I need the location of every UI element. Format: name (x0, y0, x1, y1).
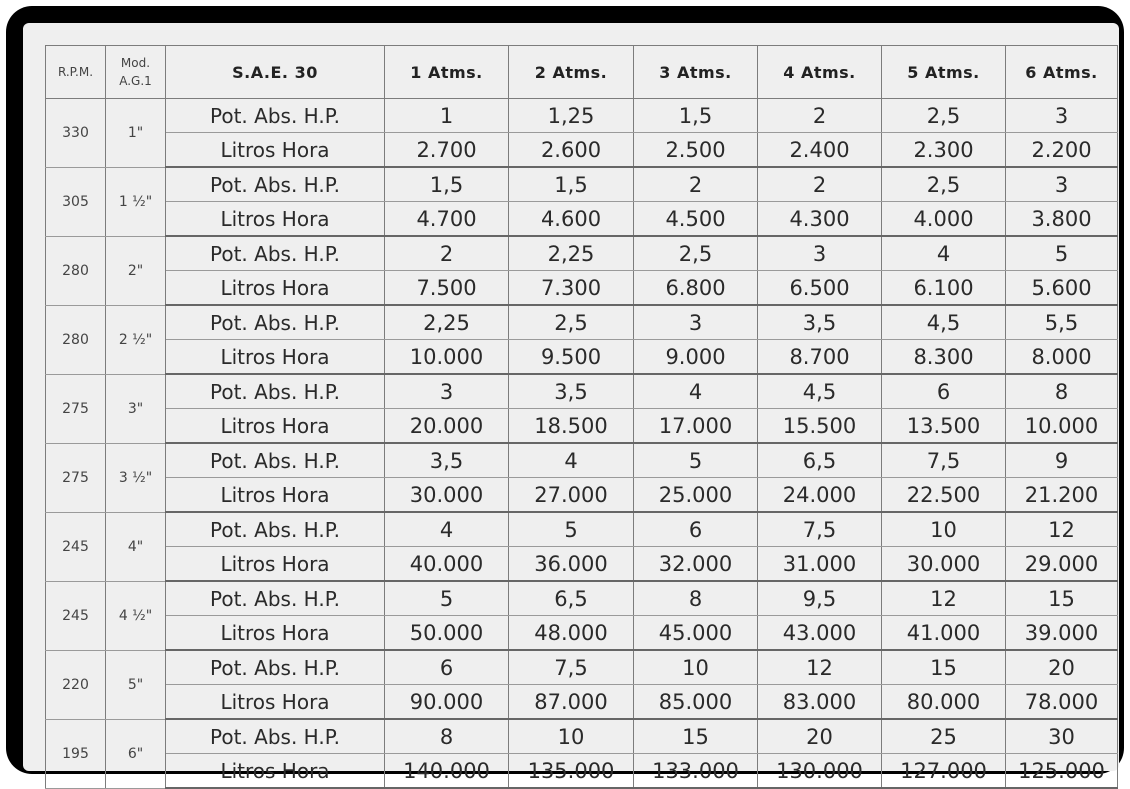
liters-value-cell: 13.500 (882, 409, 1006, 444)
table-row-liters (46, 202, 1118, 237)
liters-label-cell: Litros Hora (166, 547, 385, 582)
liters-value-cell: 32.000 (634, 547, 758, 582)
table-row-liters (46, 685, 1118, 720)
liters-value-cell: 140.000 (385, 754, 509, 789)
liters-value-cell: 125.000 (1006, 754, 1118, 789)
liters-value-cell: 36.000 (509, 547, 634, 582)
header-mod (106, 46, 166, 99)
table-row-hp (46, 167, 1118, 202)
liters-value-cell: 22.500 (882, 478, 1006, 513)
rpm-cell: 280 (46, 236, 106, 305)
hp-value-cell: 4,5 (882, 305, 1006, 340)
hp-value-cell: 15 (634, 719, 758, 754)
model-cell: 1" (106, 99, 166, 168)
hp-value-cell: 2,25 (385, 305, 509, 340)
liters-value-cell: 10.000 (1006, 409, 1118, 444)
liters-value-cell: 4.300 (758, 202, 882, 237)
liters-value-cell: 83.000 (758, 685, 882, 720)
liters-value-cell: 15.500 (758, 409, 882, 444)
model-cell: 4 ½" (106, 581, 166, 650)
hp-value-cell: 5 (509, 512, 634, 547)
liters-value-cell: 43.000 (758, 616, 882, 651)
model-cell: 3 ½" (106, 443, 166, 512)
hp-value-cell: 2,5 (882, 167, 1006, 202)
header-atm-6: 6 Atms. (1006, 46, 1118, 99)
table-row-hp (46, 236, 1118, 271)
model-cell: 1 ½" (106, 167, 166, 236)
liters-value-cell: 133.000 (634, 754, 758, 789)
hp-label-cell: Pot. Abs. H.P. (166, 236, 385, 271)
liters-value-cell: 41.000 (882, 616, 1006, 651)
hp-value-cell: 3,5 (509, 374, 634, 409)
rpm-cell: 330 (46, 99, 106, 168)
hp-value-cell: 3 (1006, 167, 1118, 202)
table-row-hp (46, 374, 1118, 409)
header-atm-5: 5 Atms. (882, 46, 1006, 99)
hp-value-cell: 15 (882, 650, 1006, 685)
hp-value-cell: 20 (758, 719, 882, 754)
hp-value-cell: 1,5 (385, 167, 509, 202)
liters-value-cell: 50.000 (385, 616, 509, 651)
model-cell: 5" (106, 650, 166, 719)
liters-value-cell: 4.500 (634, 202, 758, 237)
liters-value-cell: 4.600 (509, 202, 634, 237)
hp-value-cell: 10 (882, 512, 1006, 547)
hp-value-cell: 10 (509, 719, 634, 754)
liters-value-cell: 45.000 (634, 616, 758, 651)
black-frame (6, 6, 1124, 783)
table-row-liters (46, 409, 1118, 444)
hp-label-cell: Pot. Abs. H.P. (166, 305, 385, 340)
hp-value-cell: 8 (385, 719, 509, 754)
liters-value-cell: 2.600 (509, 133, 634, 168)
hp-value-cell: 6 (385, 650, 509, 685)
pump-performance-table (45, 45, 1118, 789)
hp-value-cell: 3,5 (385, 443, 509, 478)
liters-value-cell: 39.000 (1006, 616, 1118, 651)
liters-label-cell: Litros Hora (166, 340, 385, 375)
liters-label-cell: Litros Hora (166, 685, 385, 720)
liters-value-cell: 2.400 (758, 133, 882, 168)
model-cell: 2 ½" (106, 305, 166, 374)
liters-value-cell: 4.700 (385, 202, 509, 237)
liters-value-cell: 7.300 (509, 271, 634, 306)
hp-value-cell: 6 (634, 512, 758, 547)
hp-value-cell: 3 (758, 236, 882, 271)
liters-value-cell: 21.200 (1006, 478, 1118, 513)
liters-value-cell: 9.500 (509, 340, 634, 375)
hp-value-cell: 1,25 (509, 99, 634, 133)
liters-value-cell: 87.000 (509, 685, 634, 720)
model-cell: 6" (106, 719, 166, 788)
model-cell: 2" (106, 236, 166, 305)
hp-value-cell: 3 (385, 374, 509, 409)
hp-label-cell: Pot. Abs. H.P. (166, 512, 385, 547)
hp-value-cell: 5 (1006, 236, 1118, 271)
liters-value-cell: 3.800 (1006, 202, 1118, 237)
hp-value-cell: 6,5 (758, 443, 882, 478)
liters-value-cell: 18.500 (509, 409, 634, 444)
liters-value-cell: 48.000 (509, 616, 634, 651)
hp-value-cell: 4,5 (758, 374, 882, 409)
table-row-hp (46, 581, 1118, 616)
hp-value-cell: 9 (1006, 443, 1118, 478)
rpm-cell: 280 (46, 305, 106, 374)
hp-value-cell: 2,25 (509, 236, 634, 271)
header-rpm: R.P.M. (46, 46, 106, 99)
table-row-hp (46, 719, 1118, 754)
hp-value-cell: 2 (385, 236, 509, 271)
rpm-cell: 245 (46, 581, 106, 650)
hp-value-cell: 5 (385, 581, 509, 616)
hp-value-cell: 10 (634, 650, 758, 685)
hp-value-cell: 3 (634, 305, 758, 340)
liters-value-cell: 6.500 (758, 271, 882, 306)
hp-value-cell: 5 (634, 443, 758, 478)
hp-label-cell: Pot. Abs. H.P. (166, 99, 385, 133)
rpm-cell: 305 (46, 167, 106, 236)
liters-value-cell: 6.800 (634, 271, 758, 306)
liters-value-cell: 6.100 (882, 271, 1006, 306)
table-row-liters (46, 616, 1118, 651)
hp-label-cell: Pot. Abs. H.P. (166, 719, 385, 754)
liters-value-cell: 2.200 (1006, 133, 1118, 168)
liters-value-cell: 85.000 (634, 685, 758, 720)
liters-value-cell: 90.000 (385, 685, 509, 720)
model-cell: 4" (106, 512, 166, 581)
hp-label-cell: Pot. Abs. H.P. (166, 581, 385, 616)
rpm-cell: 220 (46, 650, 106, 719)
liters-label-cell: Litros Hora (166, 202, 385, 237)
table-row-hp (46, 443, 1118, 478)
liters-label-cell: Litros Hora (166, 754, 385, 789)
hp-value-cell: 12 (1006, 512, 1118, 547)
liters-value-cell: 130.000 (758, 754, 882, 789)
table-row-liters (46, 754, 1118, 789)
liters-value-cell: 9.000 (634, 340, 758, 375)
model-cell: 3" (106, 374, 166, 443)
liters-value-cell: 2.500 (634, 133, 758, 168)
hp-value-cell: 4 (634, 374, 758, 409)
liters-value-cell: 31.000 (758, 547, 882, 582)
liters-value-cell: 17.000 (634, 409, 758, 444)
liters-value-cell: 25.000 (634, 478, 758, 513)
liters-value-cell: 27.000 (509, 478, 634, 513)
hp-label-cell: Pot. Abs. H.P. (166, 374, 385, 409)
hp-value-cell: 8 (1006, 374, 1118, 409)
hp-value-cell: 4 (882, 236, 1006, 271)
hp-value-cell: 2,5 (882, 99, 1006, 133)
hp-value-cell: 4 (509, 443, 634, 478)
table-row-liters (46, 547, 1118, 582)
liters-value-cell: 80.000 (882, 685, 1006, 720)
liters-value-cell: 8.300 (882, 340, 1006, 375)
liters-value-cell: 7.500 (385, 271, 509, 306)
liters-value-cell: 4.000 (882, 202, 1006, 237)
liters-value-cell: 29.000 (1006, 547, 1118, 582)
liters-value-cell: 78.000 (1006, 685, 1118, 720)
hp-value-cell: 15 (1006, 581, 1118, 616)
liters-value-cell: 8.000 (1006, 340, 1118, 375)
table-row-hp (46, 305, 1118, 340)
hp-value-cell: 25 (882, 719, 1006, 754)
hp-value-cell: 30 (1006, 719, 1118, 754)
hp-value-cell: 7,5 (509, 650, 634, 685)
hp-value-cell: 12 (758, 650, 882, 685)
liters-value-cell: 40.000 (385, 547, 509, 582)
table-row-hp (46, 650, 1118, 685)
liters-value-cell: 10.000 (385, 340, 509, 375)
header-atm-3: 3 Atms. (634, 46, 758, 99)
liters-value-cell: 135.000 (509, 754, 634, 789)
liters-value-cell: 8.700 (758, 340, 882, 375)
hp-value-cell: 8 (634, 581, 758, 616)
header-atm-4: 4 Atms. (758, 46, 882, 99)
table-panel (23, 23, 1119, 783)
header-atm-1: 1 Atms. (385, 46, 509, 99)
header-oil: S.A.E. 30 (166, 46, 385, 99)
hp-value-cell: 3,5 (758, 305, 882, 340)
liters-value-cell: 20.000 (385, 409, 509, 444)
hp-value-cell: 12 (882, 581, 1006, 616)
hp-value-cell: 20 (1006, 650, 1118, 685)
rpm-cell: 275 (46, 374, 106, 443)
hp-value-cell: 5,5 (1006, 305, 1118, 340)
liters-label-cell: Litros Hora (166, 478, 385, 513)
header-atm-2: 2 Atms. (509, 46, 634, 99)
hp-value-cell: 2 (634, 167, 758, 202)
table-row-liters (46, 478, 1118, 513)
liters-value-cell: 24.000 (758, 478, 882, 513)
liters-label-cell: Litros Hora (166, 133, 385, 168)
hp-value-cell: 4 (385, 512, 509, 547)
table-row-liters (46, 133, 1118, 168)
liters-value-cell: 5.600 (1006, 271, 1118, 306)
table-body (46, 99, 1118, 789)
header-mod-line2: A.G.1 (119, 74, 152, 88)
liters-label-cell: Litros Hora (166, 271, 385, 306)
hp-label-cell: Pot. Abs. H.P. (166, 650, 385, 685)
hp-value-cell: 1 (385, 99, 509, 133)
hp-value-cell: 6,5 (509, 581, 634, 616)
liters-value-cell: 30.000 (385, 478, 509, 513)
hp-label-cell: Pot. Abs. H.P. (166, 443, 385, 478)
table-row-hp (46, 512, 1118, 547)
table-row-liters (46, 271, 1118, 306)
liters-value-cell: 2.700 (385, 133, 509, 168)
hp-value-cell: 2 (758, 167, 882, 202)
header-mod-line1: Mod. (120, 56, 151, 70)
hp-value-cell: 1,5 (509, 167, 634, 202)
liters-value-cell: 127.000 (882, 754, 1006, 789)
liters-value-cell: 30.000 (882, 547, 1006, 582)
hp-value-cell: 2 (758, 99, 882, 133)
rpm-cell: 245 (46, 512, 106, 581)
liters-label-cell: Litros Hora (166, 409, 385, 444)
header-row (46, 46, 1118, 99)
table-row-liters (46, 340, 1118, 375)
hp-value-cell: 7,5 (882, 443, 1006, 478)
liters-value-cell: 2.300 (882, 133, 1006, 168)
liters-label-cell: Litros Hora (166, 616, 385, 651)
table-row-hp (46, 99, 1118, 133)
hp-value-cell: 2,5 (634, 236, 758, 271)
hp-value-cell: 6 (882, 374, 1006, 409)
hp-value-cell: 7,5 (758, 512, 882, 547)
rpm-cell: 195 (46, 719, 106, 788)
rpm-cell: 275 (46, 443, 106, 512)
hp-value-cell: 3 (1006, 99, 1118, 133)
hp-value-cell: 1,5 (634, 99, 758, 133)
hp-value-cell: 9,5 (758, 581, 882, 616)
hp-label-cell: Pot. Abs. H.P. (166, 167, 385, 202)
hp-value-cell: 2,5 (509, 305, 634, 340)
